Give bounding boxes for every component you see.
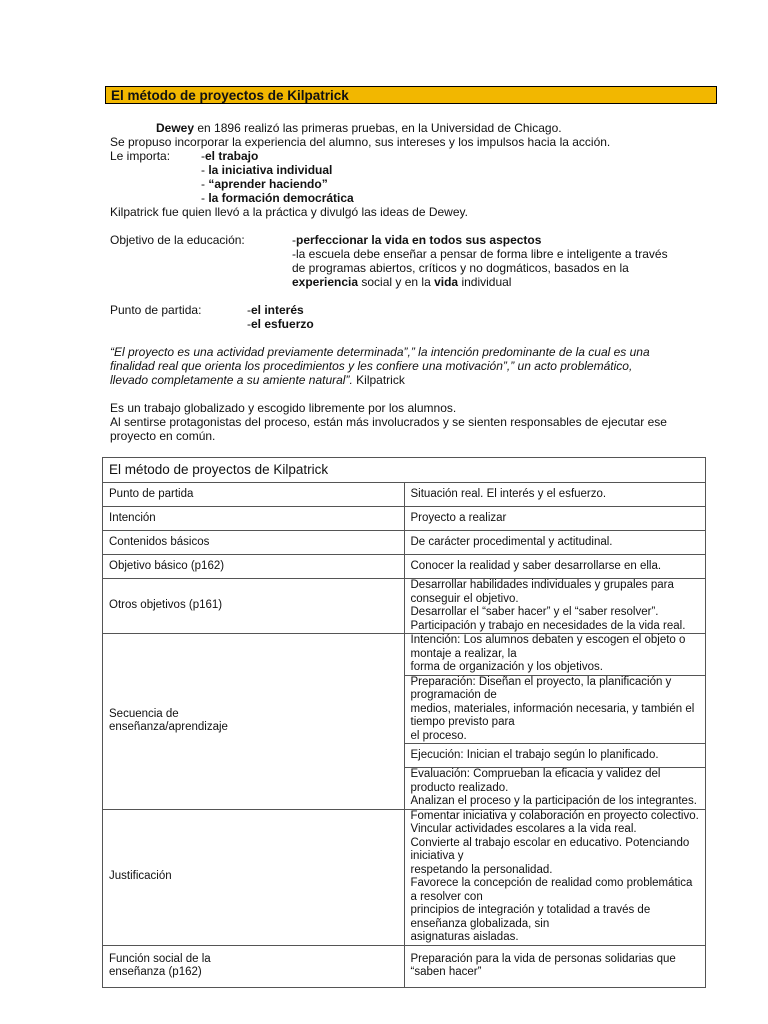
row-label: Justificación — [103, 809, 405, 945]
importa-item-4: - la formación democrática — [201, 191, 354, 205]
row-value: Preparación: Diseñan el proyecto, la planificación y programación de medios, materiales, información necesaria, y también el tiempo previsto para el proceso. — [404, 675, 706, 744]
dewey-rest: en 1896 realizó las primeras pruebas, en la Universidad de Chicago. — [194, 121, 562, 135]
table-row — [103, 507, 706, 531]
trabajo-line-3: proyecto en común. — [110, 429, 216, 443]
quote-line-2: finalidad real que orienta los procedimientos y les confiere una motivación”,” un acto problemático, — [110, 359, 633, 373]
row-value: Ejecución: Inician el trabajo según lo planificado. — [404, 744, 706, 768]
punto-label: Punto de partida: — [110, 303, 202, 317]
kilpatrick-table — [102, 457, 706, 988]
row-label: Otros objetivos (p161) — [103, 579, 405, 634]
row-value: Fomentar iniciativa y colaboración en proyecto colectivo. Vincular actividades escolares a la vida real. Convierte al trabajo escolar en educativo. Potenciando iniciativa y respetando la personalidad. Favorece la concepción de realidad como problemática a resolver con principios de integración y totalidad a través de enseñanza globalizada, sin asignaturas aisladas. — [404, 809, 706, 945]
dewey-name: Dewey — [156, 121, 195, 135]
document-title: El método de proyectos de Kilpatrick — [105, 86, 717, 104]
table-header-row — [103, 458, 706, 483]
row-value: Desarrollar habilidades individuales y grupales para conseguir el objetivo. Desarrollar el “saber hacer” y el “saber resolver”. Participación y trabajo en necesidades de la vida real. — [404, 579, 706, 634]
dewey-line — [156, 121, 562, 135]
table-header: El método de proyectos de Kilpatrick — [103, 458, 706, 483]
quote-line-1: “El proyecto es una actividad previamente determinada”,” la intención predominante de la cual es una — [110, 345, 650, 359]
table-row — [103, 579, 706, 634]
table-row — [103, 531, 706, 555]
row-label: Objetivo básico (p162) — [103, 555, 405, 579]
row-value: De carácter procedimental y actitudinal. — [404, 531, 706, 555]
row-label: Punto de partida — [103, 483, 405, 507]
objetivo-line-2: -la escuela debe enseñar a pensar de forma libre e inteligente a través — [292, 247, 668, 261]
objetivo-line-4: experiencia social y en la vida individual — [292, 275, 512, 289]
le-importa-label: Le importa: — [110, 149, 171, 163]
objetivo-line-3: de programas abiertos, críticos y no dogmáticos, basados en la — [292, 261, 629, 275]
importa-item-3: - “aprender haciendo” — [201, 177, 328, 191]
row-value: Intención: Los alumnos debaten y escogen el objeto o montaje a realizar, la forma de organización y los objetivos. — [404, 634, 706, 676]
row-value: Conocer la realidad y saber desarrollarse en ella. — [404, 555, 706, 579]
row-label: Función social de la enseñanza (p162) — [103, 945, 405, 987]
objetivo-label: Objetivo de la educación: — [110, 233, 245, 247]
quote-line-3: llevado completamente a su amiente natural”. Kilpatrick — [110, 373, 405, 387]
row-label: Contenidos básicos — [103, 531, 405, 555]
objetivo-line-1: -perfeccionar la vida en todos sus aspectos — [292, 233, 542, 247]
intro-line-2: Se propuso incorporar la experiencia del alumno, sus intereses y los impulsos hacia la acción. — [110, 135, 611, 149]
table-row — [103, 809, 706, 945]
importa-item-2: - la iniciativa individual — [201, 163, 333, 177]
table-row — [103, 945, 706, 987]
table-row — [103, 483, 706, 507]
row-label-secuencia: Secuencia de enseñanza/aprendizaje — [103, 634, 405, 810]
punto-item-1: -el interés — [247, 303, 304, 317]
table-row — [103, 634, 706, 676]
table-row — [103, 555, 706, 579]
trabajo-line-1: Es un trabajo globalizado y escogido libremente por los alumnos. — [110, 401, 457, 415]
importa-item-1: -el trabajo — [201, 149, 259, 163]
kilpatrick-line: Kilpatrick fue quien llevó a la práctica y divulgó las ideas de Dewey. — [110, 205, 468, 219]
row-value: Situación real. El interés y el esfuerzo. — [404, 483, 706, 507]
row-value: Preparación para la vida de personas solidarias que “saben hacer” — [404, 945, 706, 987]
row-value: Proyecto a realizar — [404, 507, 706, 531]
trabajo-line-2: Al sentirse protagonistas del proceso, están más involucrados y se sienten responsables de ejecutar ese — [110, 415, 667, 429]
punto-item-2: -el esfuerzo — [247, 317, 314, 331]
row-value: Evaluación: Comprueban la eficacia y validez del producto realizado. Analizan el proceso y la participación de los integrantes. — [404, 768, 706, 810]
row-label: Intención — [103, 507, 405, 531]
